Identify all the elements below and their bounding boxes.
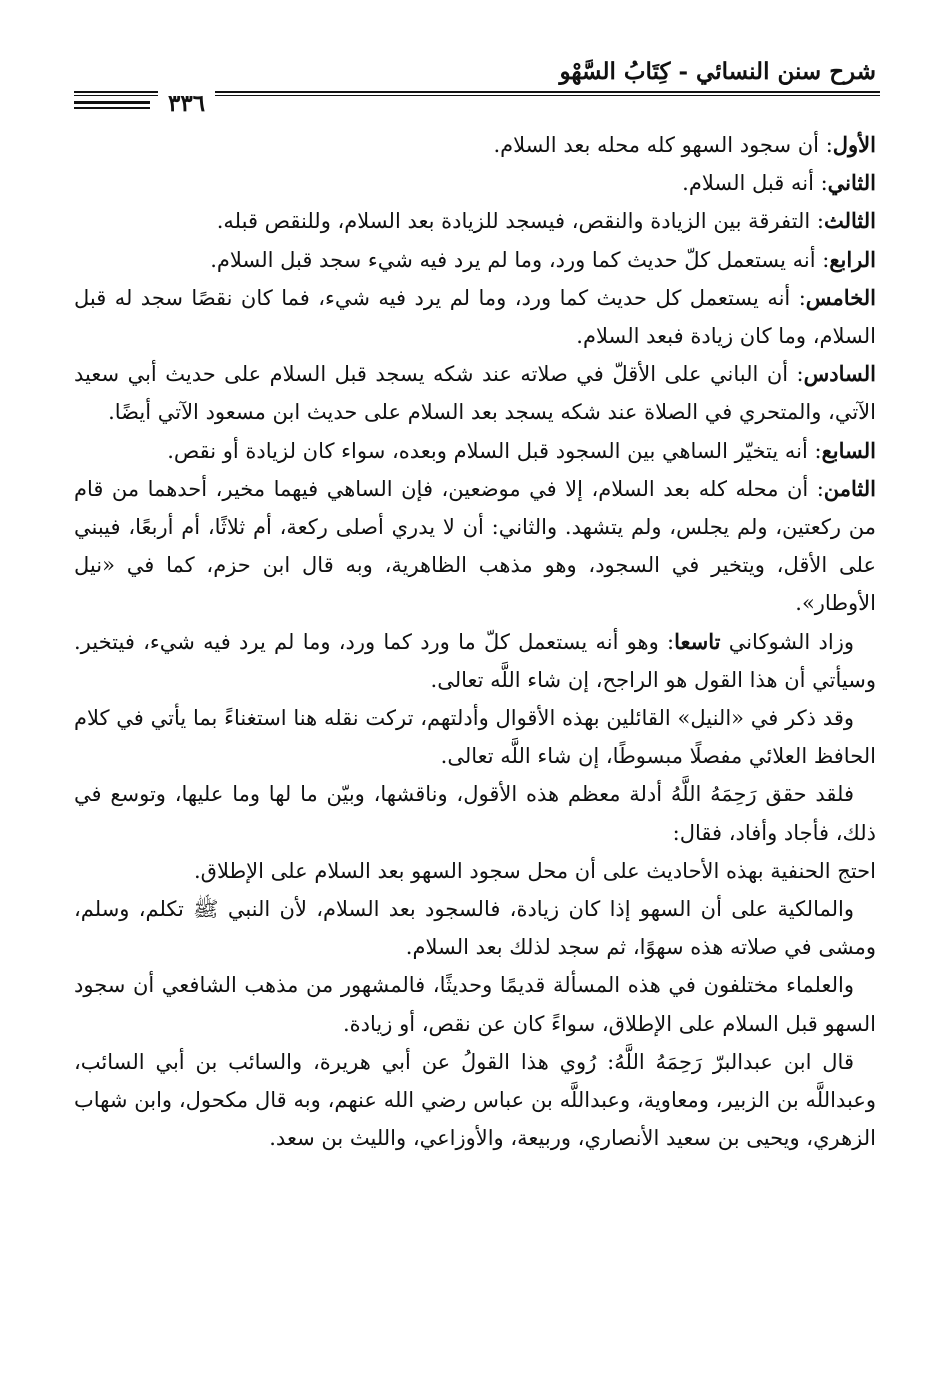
opinion-5 (74, 279, 876, 355)
opinion-1 (74, 126, 876, 164)
page-number: ٣٣٦ (158, 90, 215, 118)
opinion-8 (74, 470, 876, 623)
opinion-7 (74, 432, 876, 470)
shawkani-paragraph (74, 623, 876, 699)
opinion-4 (74, 241, 876, 279)
opinion-text: : أن سجود السهو كله محله بعد السلام. (493, 133, 833, 157)
opinion-6 (74, 355, 876, 431)
nayl-paragraph: وقد ذكر في «النيل» القائلين بهذه الأقوال وأدلتهم، تركت نقله هنا استغناءً بما يأتي في كلام الحافظ العلائي مفصلًا مبسوطًا، إن شاء اللَّه تعالى. (74, 706, 876, 769)
hanafiyya-paragraph: احتج الحنفية بهذه الأحاديث على أن محل سجود السهو بعد السلام على الإطلاق. (193, 858, 876, 883)
opinion-text: : أن محله كله بعد السلام، إلا في موضعين، فإن الساهي فيهما مخير، أحدهما من قام من ركعتين، ولم يجلس، ولم يتشهد. والثاني: أن لا يدري أصلى ركعة، أم ثلاثًا، أم أربعًا، فيبني على الأقل، ويتخير في السجود، وهو مذهب الظاهرية، وبه قال ابن حزم، كما في «نيل الأوطار». (74, 476, 876, 616)
page-number-dash-thin (74, 107, 150, 109)
shawkani-text: : وهو أنه يستعمل كلّ ما ورد كما ورد، وما لم يرد فيه شيء، فيتخير. وسيأتي أن هذا القول هو الراجح، إن شاء اللَّه تعالى. (74, 629, 876, 692)
opinion-term: الرابع (829, 246, 876, 272)
shawkani-term: تاسعا (674, 628, 721, 654)
ulama-paragraph: والعلماء مختلفون في هذه المسألة قديمًا وحديثًا، فالمشهور من مذهب الشافعي أن سجود السهو قبل السلام على الإطلاق، سواءً كان عن نقص، أو زيادة. (74, 973, 876, 1036)
opinion-text: : أنه يتخيّر الساهي بين السجود قبل السلام وبعده، سواء كان لزيادة أو نقص. (167, 438, 822, 463)
opinion-2 (74, 164, 876, 202)
opinion-term: الثامن (823, 475, 876, 501)
opinion-term: الأول (832, 132, 876, 157)
opinion-text: : التفرقة بين الزيادة والنقص، فيسجد للزيادة بعد السلام، وللنقص قبله. (216, 209, 824, 234)
opinion-text: : أنه قبل السلام. (682, 171, 828, 196)
opinion-term: الثاني (827, 170, 876, 196)
opinion-text: : أن الباني على الأقلّ في صلاته عند شكه يسجد قبل السلام على حديث أبي سعيد الآتي، والمتحري في الصلاة عند شكه يسجد بعد السلام على حديث ابن مسعود الآتي أيضًا. (74, 362, 876, 425)
opinion-term: الخامس (805, 284, 876, 310)
opinion-term: السادس (803, 361, 876, 387)
opinion-text: : أنه يستعمل كلّ حديث كما ورد، وما لم يرد فيه شيء سجد قبل السلام. (210, 247, 830, 272)
body-text (74, 126, 876, 1157)
page-number-dash (74, 101, 150, 104)
shawkani-prefix: وزاد الشوكاني (720, 629, 854, 654)
page-header (74, 50, 880, 117)
malikiyya-paragraph: والمالكية على أن السهو إذا كان زيادة، فالسجود بعد السلام، لأن النبي ﷺ تكلم، وسلم، ومشى في صلاته هذه سهوًا، ثم سجد لذلك بعد السلام. (74, 897, 876, 960)
opinion-term: الثالث (824, 208, 876, 234)
opinion-text: : أنه يستعمل كل حديث كما ورد، وما لم يرد فيه شيء، فما كان نقصًا سجد له قبل السلام، وما كان زيادة فبعد السلام. (74, 285, 876, 349)
ibn-abdilbarr-paragraph: قال ابن عبدالبرّ رَحِمَهُ اللَّهُ: رُوي هذا القولُ عن أبي هريرة، والسائب بن أبي السائب، وعبداللَّه بن الزبير، ومعاوية، وعبداللَّه بن عباس رضي الله عنهم، وبه قال مكحول، وابن شهاب الزهري، ويحيى بن سعيد الأنصاري، وربيعة، والأوزاعي، والليث بن سعد. (74, 1049, 876, 1151)
alai-paragraph: فلقد حقق رَحِمَهُ اللَّهُ أدلة معظم هذه الأقول، وناقشها، وبيّن ما لها وما عليها، وتوسع في ذلك، فأجاد وأفاد، فقال: (74, 782, 876, 845)
opinion-3 (74, 202, 876, 240)
opinion-term: السابع (821, 437, 876, 463)
running-title: شرح سنن النسائي - كِتَابُ السَّهْو (559, 58, 876, 85)
